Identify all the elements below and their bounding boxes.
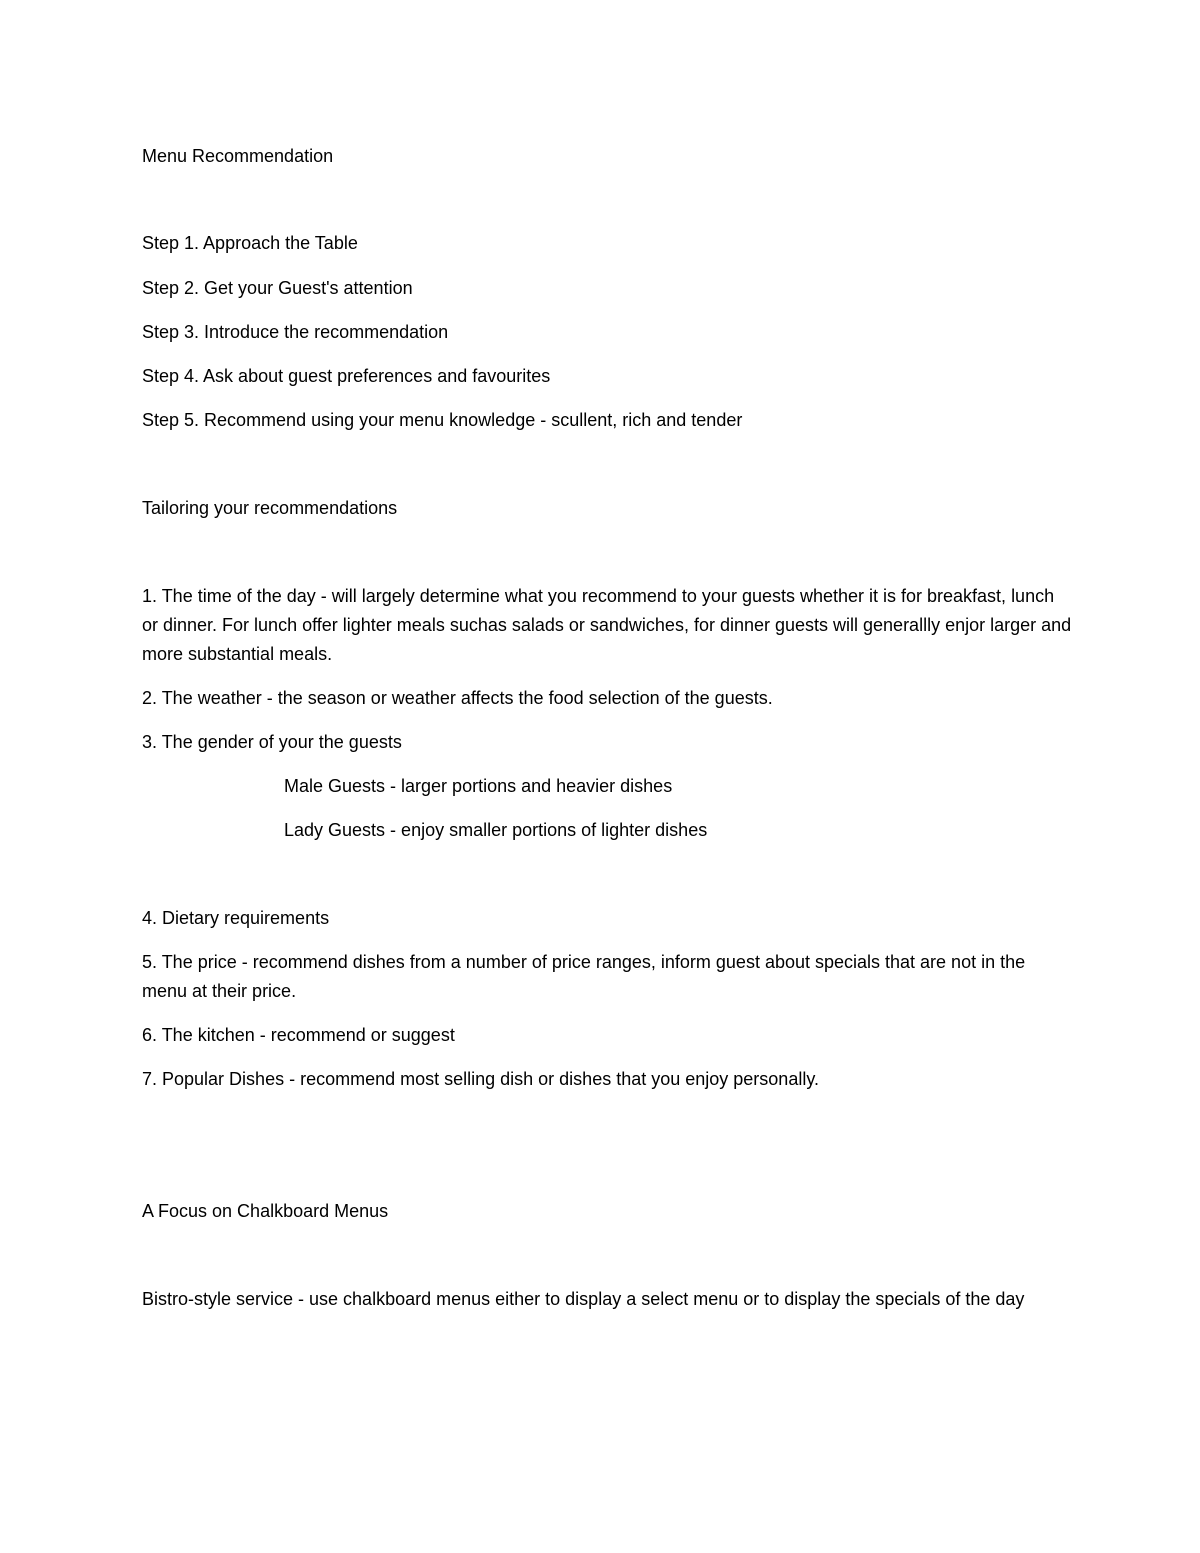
tailoring-item-price: 5. The price - recommend dishes from a number of price ranges, inform guest about specials that are not in the menu at their price.: [142, 952, 1026, 1001]
step-item: Step 3. Introduce the recommendation: [142, 322, 449, 342]
section-heading-menu-recommendation: Menu Recommendation: [142, 146, 334, 166]
gender-subitem-male: Male Guests - larger portions and heavier dishes: [284, 776, 673, 796]
tailoring-item-gender: 3. The gender of your the guests: [142, 732, 402, 752]
section-heading-chalkboard: A Focus on Chalkboard Menus: [142, 1201, 389, 1221]
section-heading-tailoring: Tailoring your recommendations: [142, 498, 398, 518]
tailoring-item-kitchen: 6. The kitchen - recommend or suggest: [142, 1025, 455, 1045]
gender-subitem-lady: Lady Guests - enjoy smaller portions of lighter dishes: [284, 820, 708, 840]
step-item: Step 4. Ask about guest preferences and favourites: [142, 366, 551, 386]
tailoring-item-weather: 2. The weather - the season or weather affects the food selection of the guests.: [142, 688, 773, 708]
chalkboard-paragraph: Bistro-style service - use chalkboard menus either to display a select menu or to display the specials of the day: [142, 1289, 1025, 1309]
tailoring-item-popular-dishes: 7. Popular Dishes - recommend most selling dish or dishes that you enjoy personally.: [142, 1069, 819, 1089]
tailoring-item-dietary: 4. Dietary requirements: [142, 908, 330, 928]
step-item: Step 1. Approach the Table: [142, 233, 358, 253]
step-item: Step 5. Recommend using your menu knowledge - scullent, rich and tender: [142, 410, 743, 430]
tailoring-item-time-of-day: 1. The time of the day - will largely determine what you recommend to your guests whether it is for breakfast, lunch or dinner. For lunch offer lighter meals suchas salads or sandwiches, for dinner guests will generallly enjor larger and more substantial meals.: [142, 586, 1072, 664]
step-item: Step 2. Get your Guest's attention: [142, 278, 413, 298]
